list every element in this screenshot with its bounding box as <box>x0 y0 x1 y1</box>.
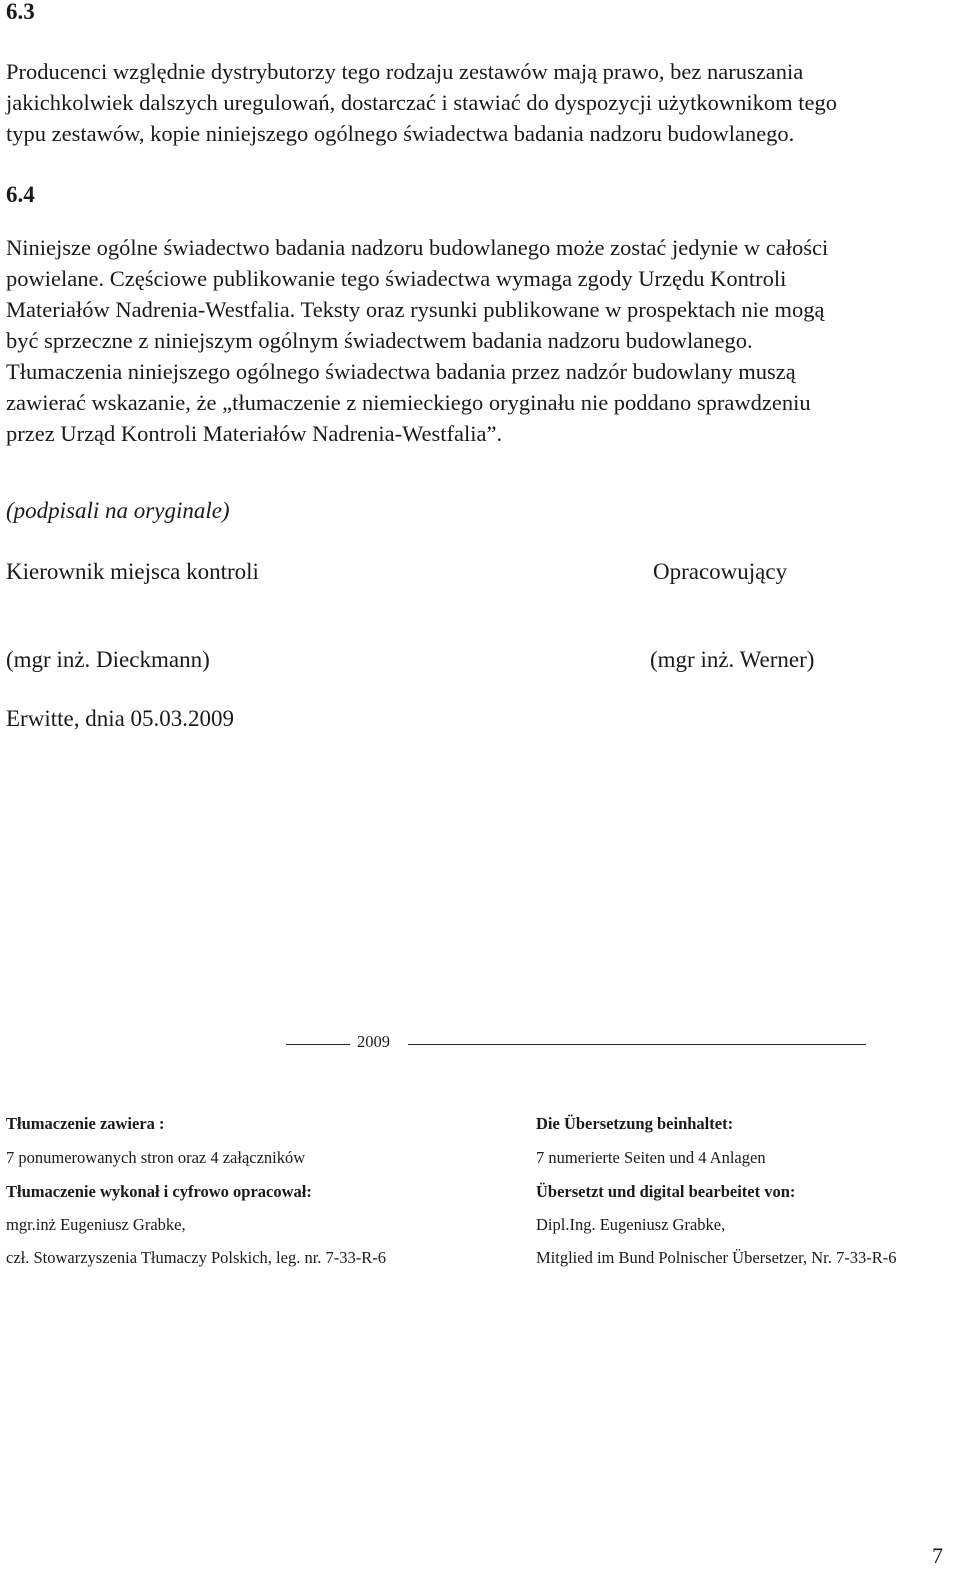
section-6-4-paragraph <box>6 232 954 449</box>
translator-membership-de: Mitglied im Bund Polnischer Übersetzer, Nr. 7-33-R-6 <box>536 1248 897 1267</box>
paragraph-line: przez Urząd Kontroli Materiałów Nadrenia-Westfalia”. <box>6 421 503 446</box>
footer-rule-left <box>286 1044 350 1045</box>
paragraph-line: Niniejsze ogólne świadectwo badania nadzoru budowlanego może zostać jedynie w całości <box>6 235 829 260</box>
section-6-3-heading: 6.3 <box>6 0 35 24</box>
signatory-right-name: (mgr inż. Werner) <box>650 647 815 672</box>
translator-membership-pl: czł. Stowarzyszenia Tłumaczy Polskich, leg. nr. 7-33-R-6 <box>6 1248 387 1267</box>
paragraph-line: Tłumaczenia niniejszego ogólnego świadectwa badania przez nadzór budowlany muszą <box>6 359 796 384</box>
footer-rule-right <box>408 1044 866 1045</box>
paragraph-line: zawierać wskazanie, że „tłumaczenie z niemieckiego oryginału nie poddano sprawdzeniu <box>6 390 811 415</box>
paragraph-line: Materiałów Nadrenia-Westfalia. Teksty oraz rysunki publikowane w prospektach nie mogą <box>6 297 825 322</box>
paragraph-line: typu zestawów, kopie niniejszego ogólnego świadectwa badania nadzoru budowlanego. <box>6 121 795 146</box>
paragraph-line: Producenci względnie dystrybutorzy tego rodzaju zestawów mają prawo, bez naruszania <box>6 59 804 84</box>
section-6-3-paragraph <box>6 56 954 149</box>
translation-contains-label-pl: Tłumaczenie zawiera : <box>6 1114 165 1133</box>
translation-contains-value-pl: 7 ponumerowanych stron oraz 4 załączników <box>6 1148 306 1167</box>
signatory-right-title: Opracowujący <box>653 559 788 584</box>
signed-on-original-note: (podpisali na oryginale) <box>6 498 230 523</box>
footer-year: 2009 <box>357 1032 390 1051</box>
place-and-date: Erwitte, dnia 05.03.2009 <box>6 706 235 731</box>
translation-contains-value-de: 7 numerierte Seiten und 4 Anlagen <box>536 1148 766 1167</box>
signatory-left-name: (mgr inż. Dieckmann) <box>6 647 210 672</box>
translator-name-de: Dipl.Ing. Eugeniusz Grabke, <box>536 1215 726 1234</box>
translation-contains-label-de: Die Übersetzung beinhaltet: <box>536 1114 734 1133</box>
section-6-4-heading: 6.4 <box>6 182 35 207</box>
translated-by-label-pl: Tłumaczenie wykonał i cyfrowo opracował: <box>6 1182 312 1201</box>
translated-by-label-de: Übersetzt und digital bearbeitet von: <box>536 1182 796 1201</box>
paragraph-line: być sprzeczne z niniejszym ogólnym świadectwem badania nadzoru budowlanego. <box>6 328 753 353</box>
signatory-left-title: Kierownik miejsca kontroli <box>6 559 259 584</box>
page-number: 7 <box>932 1543 943 1568</box>
translator-name-pl: mgr.inż Eugeniusz Grabke, <box>6 1215 186 1234</box>
paragraph-line: powielane. Częściowe publikowanie tego świadectwa wymaga zgody Urzędu Kontroli <box>6 266 787 291</box>
paragraph-line: jakichkolwiek dalszych uregulowań, dostarczać i stawiać do dyspozycji użytkownikom tego <box>6 90 838 115</box>
